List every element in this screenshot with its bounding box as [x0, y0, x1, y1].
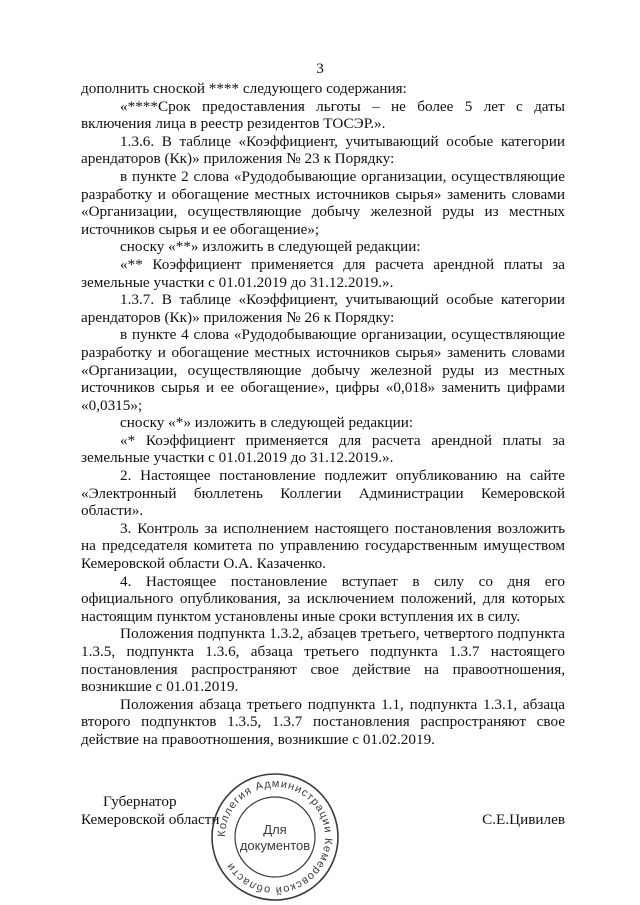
- stamp-outer-ring: [212, 774, 338, 900]
- paragraph-provisions-1: Положения подпункта 1.3.2, абзацев третьего, четвертого подпункта 1.3.5, подпункта 1.3.6, абзаца третьего подпункта 1.3.7 настоящего постановления распространяют свое действие на правоотношения, возникшие с 01.01.2019.: [81, 625, 565, 696]
- paragraph-1-3-6-footnote-intro: сноску «**» изложить в следующей редакции:: [120, 238, 421, 256]
- paragraph-provisions-2: Положения абзаца третьего подпункта 1.1, подпункта 1.3.1, абзаца второго подпунктов 1.3.5, 1.3.7 постановления распространяют свое действие на правоотношения, возникшие с 01.02.2019.: [81, 695, 565, 748]
- document-body: [81, 80, 565, 749]
- paragraph-4: 4. Настоящее постановление вступает в силу со дня его официального опубликования, за исключением положений, для которых настоящим пунктом установлены иные сроки вступления их в силу.: [81, 572, 565, 625]
- paragraph-1-3-6: 1.3.6. В таблице «Коэффициент, учитывающий особые категории арендаторов (Кк)» приложения № 23 к Порядку:: [81, 132, 565, 168]
- paragraph-3: 3. Контроль за исполнением настоящего постановления возложить на председателя комитета по управлению государственным имуществом Кемеровской области О.А. Казаченко.: [81, 519, 565, 573]
- official-stamp: [208, 770, 342, 904]
- paragraph-2: 2. Настоящее постановление подлежит опубликованию на сайте «Электронный бюллетень Коллегии Администрации Кемеровской области».: [81, 467, 565, 520]
- paragraph-1-3-6-item: в пункте 2 слова «Рудодобывающие организации, осуществляющие разработку и обогащение местных источников сырья» заменить словами «Организации, осуществляющие добычу железной руды из местных источников сырья и ее обогащение»;: [81, 167, 565, 238]
- paragraph-1-3-7-footnote: «* Коэффициент применяется для расчета арендной платы за земельные участки с 01.01.2019 до 31.12.2019.».: [81, 431, 565, 467]
- paragraph-1-3-7-item: в пункте 4 слова «Рудодобывающие организации, осуществляющие разработку и обогащение местных источников сырья» заменить словами «Организации, осуществляющие добычу железной руды из местных источников сырья и ее обогащение», цифры «0,018» заменить цифрами «0,0315»;: [81, 326, 565, 414]
- stamp-center-line1: Для: [263, 822, 287, 837]
- stamp-inner-ring: [235, 797, 315, 877]
- signatory-region: Кемеровской области: [81, 811, 220, 828]
- paragraph-1-3-7: 1.3.7. В таблице «Коэффициент, учитывающий особые категории арендаторов (Кк)» приложения № 26 к Порядку:: [81, 291, 565, 326]
- paragraph-1-3-7-footnote-intro: сноску «*» изложить в следующей редакции:: [120, 414, 414, 432]
- paragraph-1-3-6-footnote: «** Коэффициент применяется для расчета арендной платы за земельные участки с 01.01.2019 до 31.12.2019.».: [81, 255, 565, 291]
- page-number: 3: [316, 60, 324, 77]
- stamp-center-line2: документов: [239, 838, 311, 853]
- stamp-ring-textpath: Коллегия Администрации Кемеровской области: [215, 777, 335, 897]
- signatory-name: С.Е.Цивилев: [482, 811, 565, 828]
- stamp-ring-text: [216, 778, 334, 896]
- paragraph-footnote-text: «****Срок предоставления льготы – не более 5 лет с даты включения лица в реестр резидентов ТОСЭР.».: [81, 97, 565, 133]
- paragraph-footnote-intro: дополнить сноской **** следующего содержания:: [81, 80, 407, 97]
- signatory-title: Губернатор: [103, 793, 177, 810]
